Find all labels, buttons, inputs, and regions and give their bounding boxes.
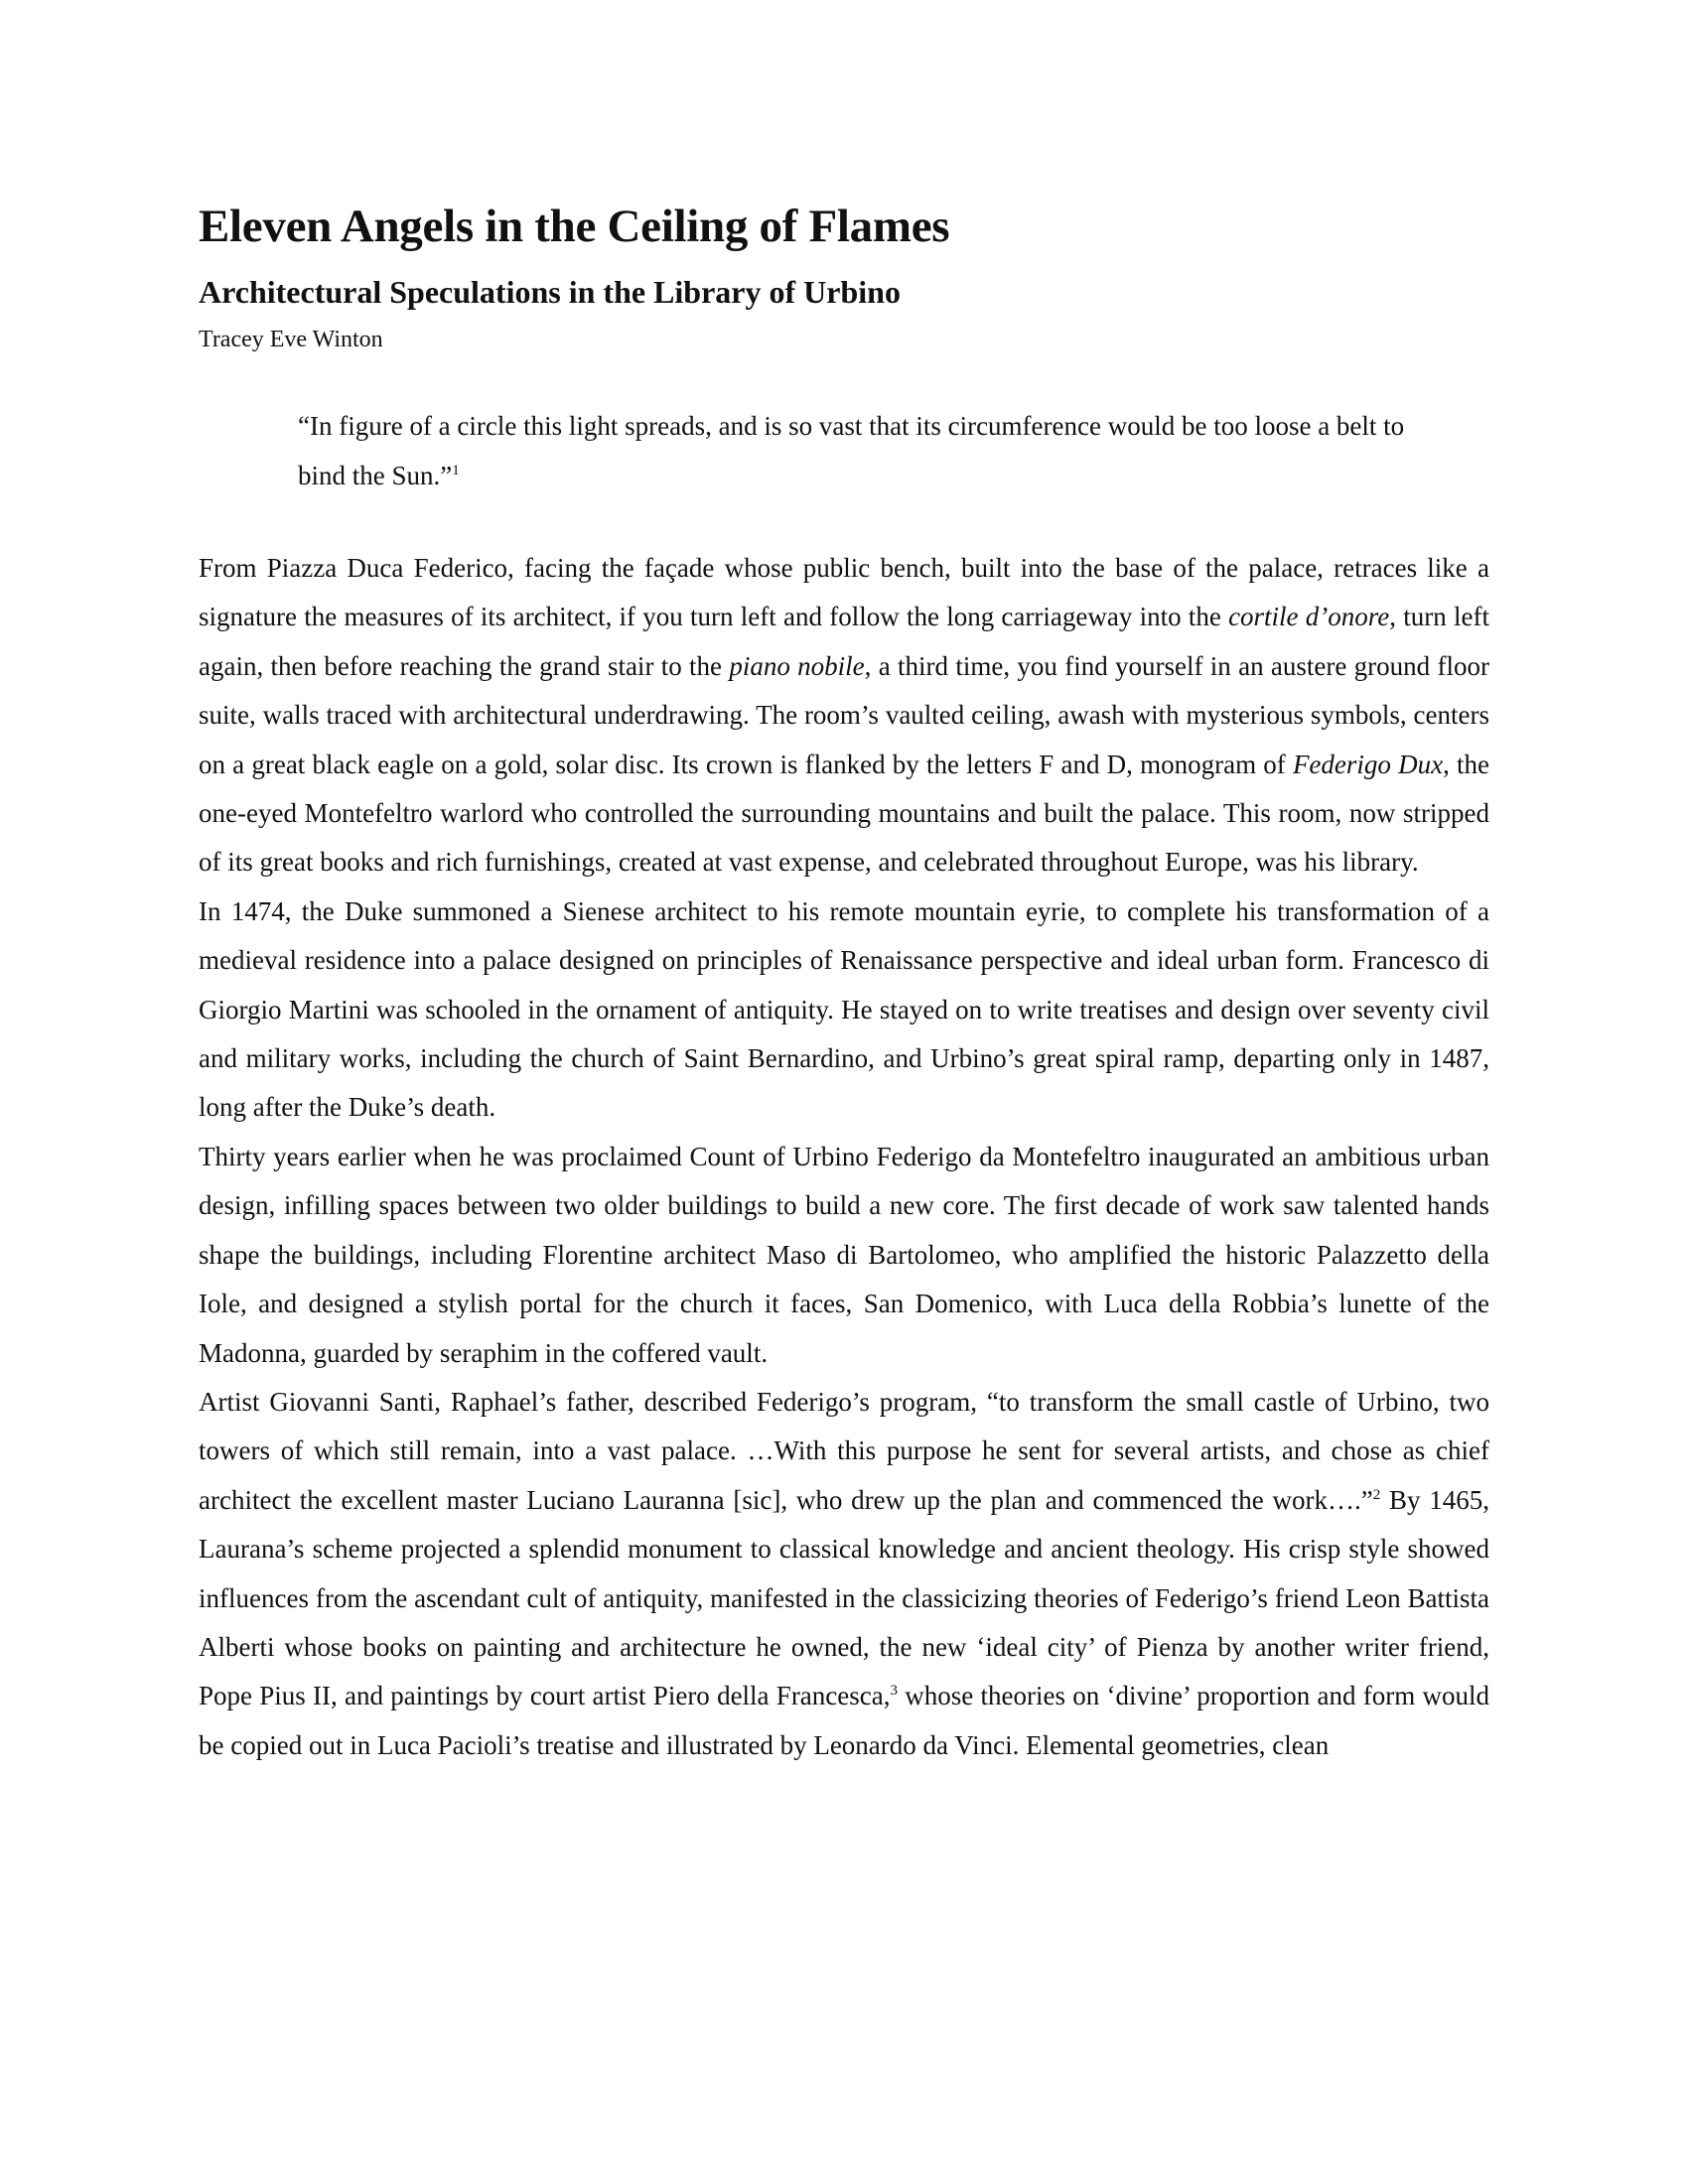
paragraph-text: , the one-eyed Montefeltro warlord who controlled the surrounding mountains and built the palace. This room, now stripped of its great books and rich furnishings, created at vast expense, and celebrated throughout Europe, was his library. [199,749,1489,878]
footnote-ref: 2 [1372,1486,1381,1503]
paragraph-text: In 1474, the Duke summoned a Sienese architect to his remote mountain eyrie, to complete his transformation of a medieval residence into a palace designed on principles of Renaissance perspective and ideal urban form. Francesco di Giorgio Martini was schooled in the ornament of antiquity. He stayed on to write treatises and design over seventy civil and military works, including the church of Saint Bernardino, and Urbino’s great spiral ramp, departing only in 1487, long after the Duke’s death. [199,895,1489,1123]
document-page [199,199,1489,1770]
paragraph-text: Artist Giovanni Santi, Raphael’s father, described Federigo’s program, “to transform the small castle of Urbino, two towers of which still remain, into a vast palace. …With this purpose he sent for several artists, and chose as chief architect the excellent master Luciano Lauranna [sic], who drew up the plan and commenced the work….” [199,1386,1489,1515]
footnote-ref: 1 [452,463,460,478]
body-text [199,544,1489,1770]
paragraph-text: From Piazza Duca Federico, facing the façade whose public bench, built into the base of the palace, retraces like a signature the measures of its architect, if you turn left and follow the long carriageway into the [199,553,1489,632]
paragraph-text: , turn left again, then before reaching the grand stair to the [199,602,1489,681]
article-title: Eleven Angels in the Ceiling of Flames [199,201,950,252]
italic-term: cortile d’onore [1228,602,1390,632]
article-subtitle: Architectural Speculations in the Library of Urbino [199,274,901,310]
body-paragraph [199,1133,1489,1378]
paragraph-text: By 1465, Laurana’s scheme projected a splendid monument to classical knowledge and ancient theology. His crisp style showed influences from the ascendant cult of antiquity, manifested in the classicizing theories of Federigo’s friend Leon Battista Alberti whose books on painting and architecture he owned, the new ‘ideal city’ of Pienza by another writer friend, Pope Pius II, and paintings by court artist Piero della Francesca, [199,1484,1489,1711]
paragraph-text: , a third time, you find yourself in an austere ground floor suite, walls traced with architectural underdrawing. The room’s vaulted ceiling, awash with mysterious symbols, centers on a great black eagle on a gold, solar disc. Its crown is flanked by the letters F and D, monogram of [199,650,1489,779]
footnote-ref: 3 [890,1683,898,1700]
paragraph-text: whose theories on ‘divine’ proportion and form would be copied out in Luca Pacioli’s treatise and illustrated by Leonardo da Vinci. Elemental geometries, clean [199,1681,1489,1760]
epigraph-text: “In figure of a circle this light spreads, and is so vast that its circumference would be too loose a belt to bind the Sun.” [298,411,1405,490]
italic-term: Federigo Dux [1292,749,1444,779]
body-paragraph [199,544,1489,887]
epigraph [298,401,1430,500]
body-paragraph [199,1378,1489,1770]
body-paragraph [199,887,1489,1133]
article-author: Tracey Eve Winton [199,327,383,352]
paragraph-text: Thirty years earlier when he was proclaimed Count of Urbino Federigo da Montefeltro inaugurated an ambitious urban design, infilling spaces between two older buildings to build a new core. The first decade of work saw talented hands shape the buildings, including Florentine architect Maso di Bartolomeo, who amplified the historic Palazzetto della Iole, and designed a stylish portal for the church it faces, San Domenico, with Luca della Robbia’s lunette of the Madonna, guarded by seraphim in the coffered vault. [199,1141,1489,1368]
italic-term: piano nobile [729,650,865,681]
